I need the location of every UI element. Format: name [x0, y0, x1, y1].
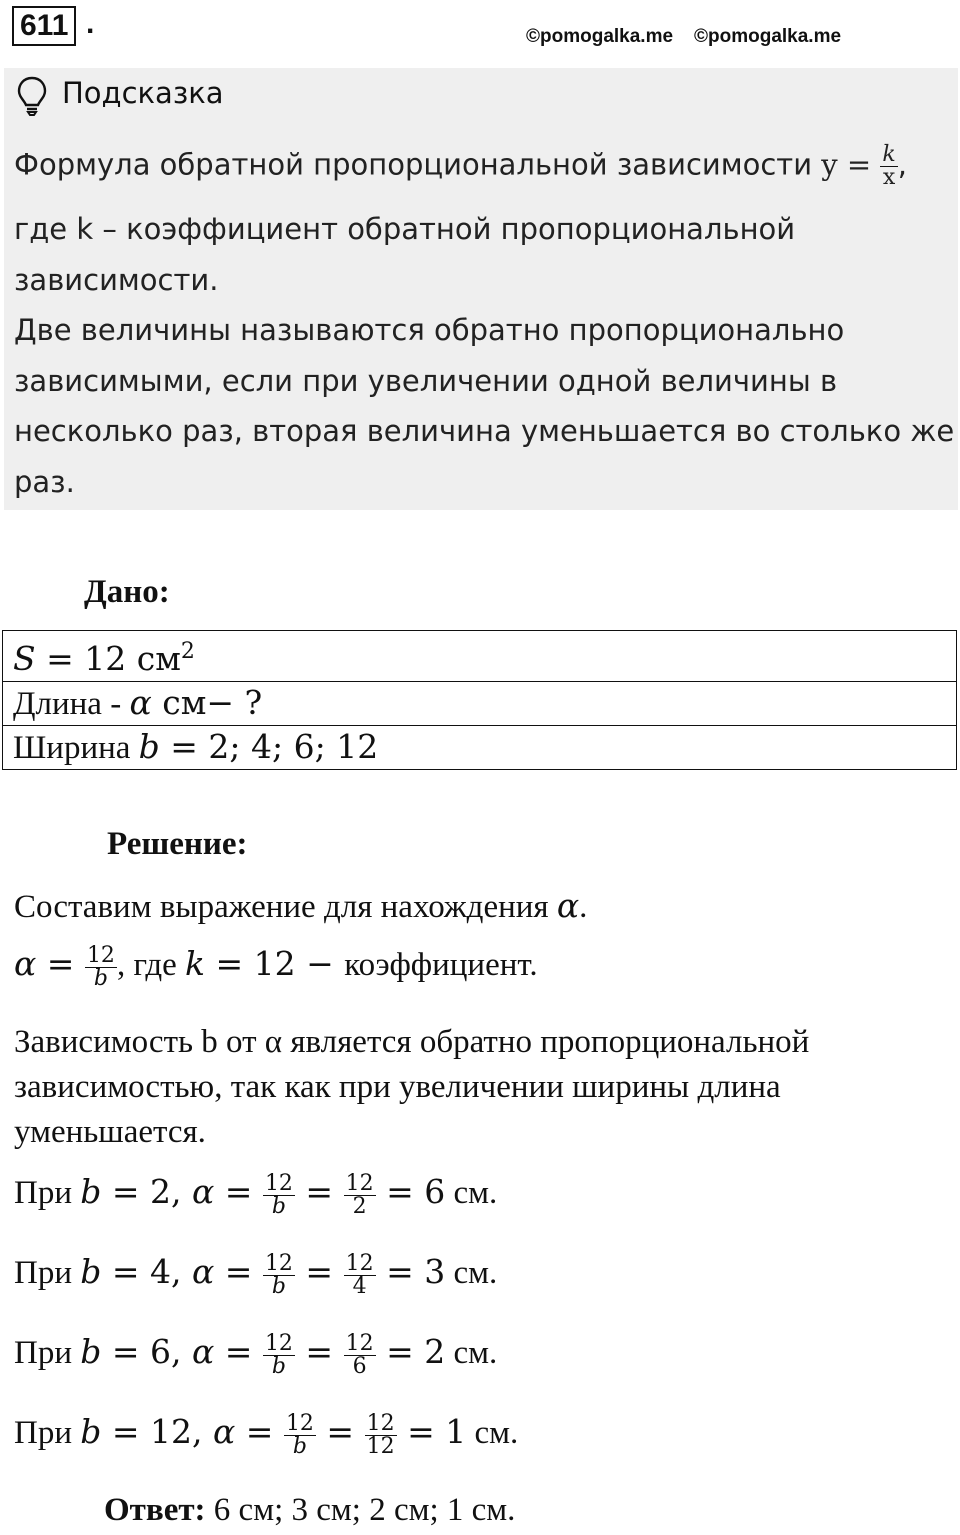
- hint-line: несколько раз, вторая величина уменьшается во столько же: [14, 414, 955, 448]
- task-number: 611: [12, 6, 76, 46]
- hint-line: Две величины называются обратно пропорционально: [14, 313, 845, 347]
- fraction: $\frac{12}{4}$: [345, 1250, 374, 1299]
- hint-title: Подсказка: [62, 76, 224, 110]
- case-line: При b = 12, α = $\frac{12}{b}$ = $\frac{12}{12}$ = 1 см.: [14, 1410, 519, 1459]
- fraction: $\frac{12}{6}$: [345, 1330, 374, 1379]
- solution-line: зависимостью, так как при увеличении ширины длина: [14, 1069, 781, 1105]
- fraction: $\frac{k}{x}$: [882, 142, 896, 190]
- solution-line: Составим выражение для нахождения α.: [14, 886, 588, 925]
- hint-line: где k – коэффициент обратной пропорциональной: [14, 212, 796, 246]
- solution-heading: Решение:: [107, 826, 248, 862]
- table-row: [3, 631, 957, 682]
- task-number-dot: .: [86, 7, 95, 40]
- watermark: ©pomogalka.me: [526, 26, 674, 47]
- given-table: [2, 630, 957, 770]
- table-row: [3, 682, 957, 726]
- fraction: $\frac{12}{2}$: [345, 1170, 374, 1219]
- answer-line: Ответ: 6 см; 3 см; 2 см; 1 см.: [104, 1492, 516, 1528]
- solution-line: Зависимость b от α является обратно пропорциональной: [14, 1024, 810, 1060]
- given-heading: Дано:: [84, 574, 170, 610]
- fraction: $\frac{12}{b}$: [264, 1250, 293, 1299]
- hint-line: зависимыми, если при увеличении одной величины в: [14, 364, 838, 398]
- fraction: $\frac{12}{b}$: [86, 942, 115, 991]
- fraction: $\frac{12}{b}$: [264, 1330, 293, 1379]
- fraction: $\frac{12}{b}$: [285, 1410, 314, 1459]
- given-length: Длина - α см− ?: [3, 682, 957, 726]
- formula-line: α = $\frac{12}{b}$ , где k = 12 − коэффициент.: [14, 942, 538, 991]
- fraction: $\frac{12}{12}$: [366, 1410, 395, 1459]
- case-line: При b = 6, α = $\frac{12}{b}$ = $\frac{12}{6}$ = 2 см.: [14, 1330, 498, 1379]
- hint-line: раз.: [14, 465, 75, 499]
- lightbulb-icon: [16, 76, 48, 121]
- given-area: S = 12 $см^2$: [3, 631, 957, 682]
- case-line: При b = 2, α = $\frac{12}{b}$ = $\frac{12}{2}$ = 6 см.: [14, 1170, 498, 1219]
- hint-line: зависимости.: [14, 263, 219, 297]
- fraction: $\frac{12}{b}$: [264, 1170, 293, 1219]
- case-line: При b = 4, α = $\frac{12}{b}$ = $\frac{12}{4}$ = 3 см.: [14, 1250, 498, 1299]
- solution-line: уменьшается.: [14, 1114, 206, 1150]
- watermark: ©pomogalka.me: [694, 26, 842, 47]
- hint-line: Формула обратной пропорциональной зависимости y = $\frac{k}{x}$ ,: [14, 142, 907, 190]
- table-row: [3, 726, 957, 770]
- given-width: Ширина b = 2; 4; 6; 12: [3, 726, 957, 770]
